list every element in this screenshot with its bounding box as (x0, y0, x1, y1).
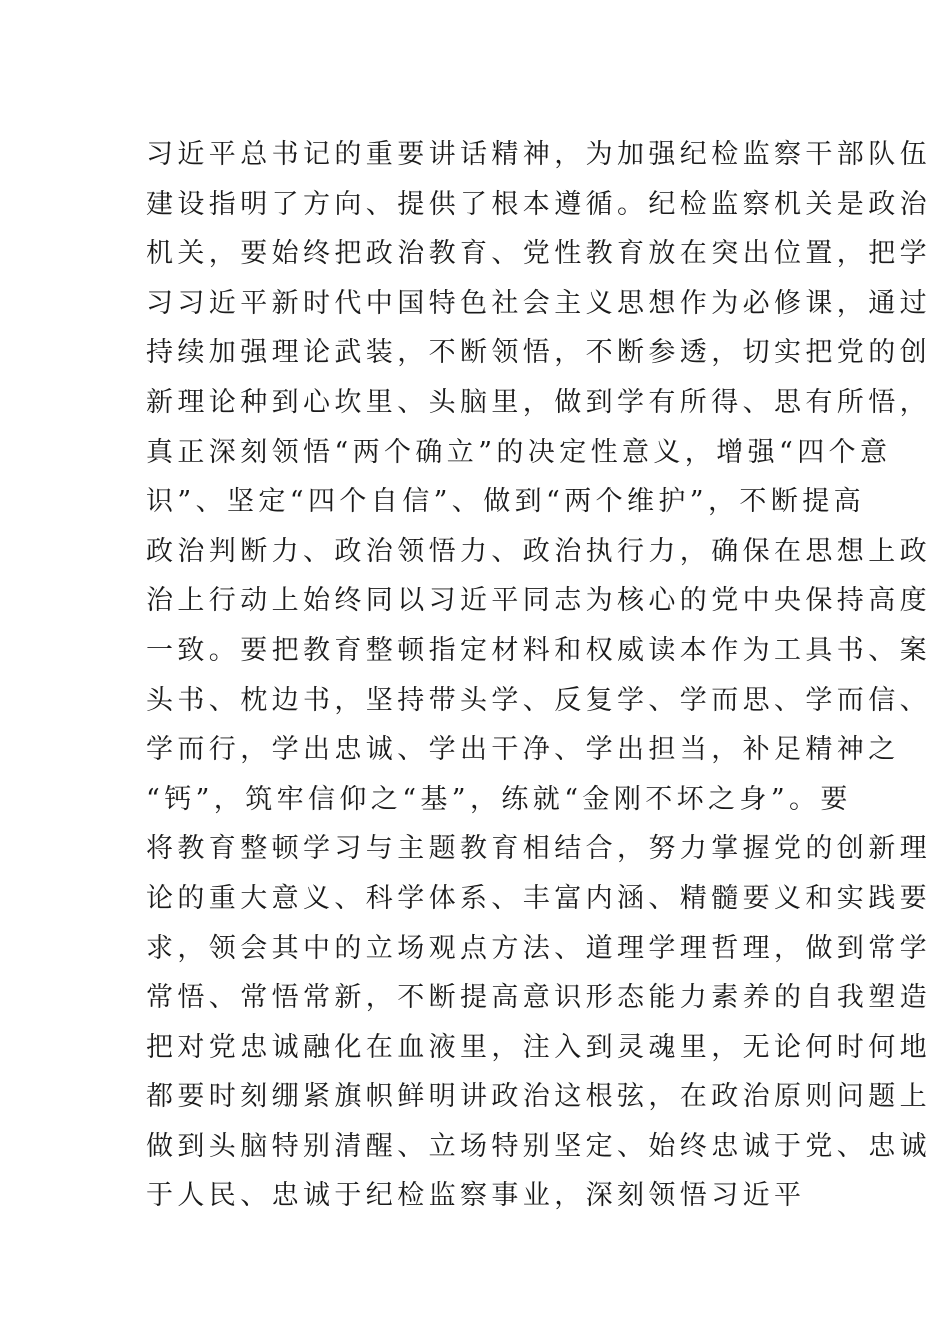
text-line: 机关，要始终把政治教育、党性教育放在突出位置，把学 (146, 238, 931, 270)
text-line: 学而行，学出忠诚、学出干净、学出担当，补足精神之 (146, 734, 900, 766)
text-line: 常悟、常悟常新，不断提高意识形态能力素养的自我塑造 (146, 982, 931, 1014)
text-line: 新理论种到心坎里、头脑里，做到学有所得、思有所悟， (146, 386, 931, 418)
text-line: 都要时刻绷紧旗帜鲜明讲政治这根弦，在政治原则问题上 (146, 1081, 931, 1113)
text-line: 将教育整顿学习与主题教育相结合，努力掌握党的创新理 (146, 833, 931, 865)
text-line: 习习近平新时代中国特色社会主义思想作为必修课，通过 (146, 287, 931, 319)
text-line: 一致。要把教育整顿指定材料和权威读本作为工具书、案 (146, 634, 931, 666)
text-line: 识”、坚定“四个自信”、做到“两个维护”，不断提高 (146, 486, 866, 518)
body-paragraph (146, 130, 931, 1221)
text-line: 把对党忠诚融化在血液里，注入到灵魂里，无论何时何地 (146, 1031, 931, 1063)
text-line: 政治判断力、政治领悟力、政治执行力，确保在思想上政 (146, 535, 931, 567)
text-line: 持续加强理论武装，不断领悟，不断参透，切实把党的创 (146, 337, 931, 369)
text-line: 治上行动上始终同以习近平同志为核心的党中央保持高度 (146, 585, 931, 617)
text-line: 建设指明了方向、提供了根本遵循。纪检监察机关是政治 (146, 188, 931, 220)
text-line: 习近平总书记的重要讲话精神，为加强纪检监察干部队伍 (146, 139, 931, 170)
text-line: 求，领会其中的立场观点方法、道理学理哲理，做到常学 (146, 932, 931, 964)
text-line: 于人民、忠诚于纪检监察事业，深刻领悟习近平 (146, 1180, 806, 1212)
text-line: “钙”，筑牢信仰之“基”，练就“金刚不坏之身”。要 (146, 783, 852, 815)
text-line: 做到头脑特别清醒、立场特别坚定、始终忠诚于党、忠诚 (146, 1130, 931, 1162)
text-line: 头书、枕边书，坚持带头学、反复学、学而思、学而信、 (146, 684, 931, 716)
text-line: 论的重大意义、科学体系、丰富内涵、精髓要义和实践要 (146, 882, 931, 914)
text-line: 真正深刻领悟“两个确立”的决定性意义，增强“四个意 (146, 436, 892, 468)
